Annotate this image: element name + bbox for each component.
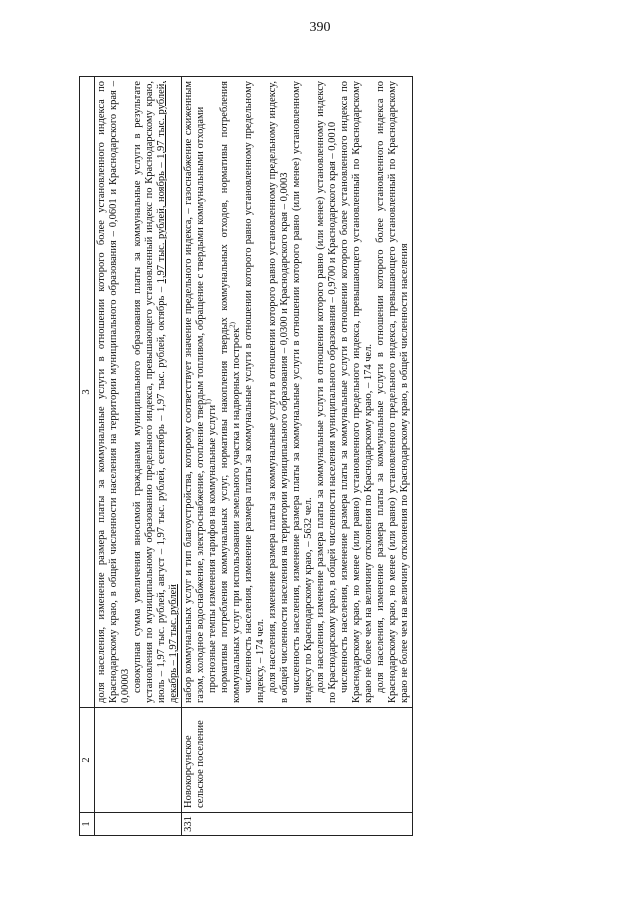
paragraph-text: численность населения, изменение размера платы за коммунальные услуги в отношении которого более установленного индекса по Краснодарскому краю, но менее (или равно) установленного предельного индекса, превышающего установленный по Краснодарскому краю не более чем на величину отклонения по Краснодарскому краю, – 174 чел. — [339, 81, 374, 703]
row-paragraph — [339, 81, 375, 703]
header-col-2: 2 — [80, 708, 95, 813]
row-paragraph — [291, 81, 315, 703]
row-paragraph — [183, 81, 207, 703]
underlined-text: 1,97 тыс. рублей, ноябрь – 1,97 тыс. рублей, декабрь – 1,97 тыс. рублей — [156, 80, 179, 703]
row-paragraph — [204, 81, 219, 703]
header-col-3: 3 — [80, 77, 95, 708]
continuation-number-cell — [95, 813, 182, 836]
footnote-marker: 1) — [204, 399, 213, 405]
paragraph-text: доля населения, изменение размера платы за коммунальные услуги в отношении которого более установленного индекса по Краснодарскому краю, но менее (или равно) установленного предельного индекса, превышающего установленный по Краснодарскому краю не более чем на величину отклонения по Краснодарскому краю, в общей численности населения — [375, 81, 410, 703]
continuation-text: совокупная сумма увеличения вносимой гражданами муниципального образования платы за коммунальные услуги в результате установления по муниципальному образованию предельного индекса, превышающего установленный индекс по Краснодарскому краю, июль – 1,97 тыс. рублей, август – 1,97 тыс. рублей, сентябрь – 1,97 тыс. рублей, октябрь – — [132, 81, 167, 703]
paragraph-text: доля населения, изменение размера платы за коммунальные услуги в отношении которого равно установленному предельному индексу, в общей численности населения на территории муниципального образования – 0,0300 и Краснодарского края – 0,0003 — [267, 81, 290, 703]
row-description — [182, 77, 413, 708]
header-col-1: 1 — [80, 813, 95, 836]
table-container — [79, 76, 581, 836]
row-paragraph — [315, 81, 339, 703]
paragraph-text: доля населения, изменение размера платы за коммунальные услуги в отношении которого равно (или менее) установленному индексу по Краснодарскому краю, в общей численности населения муниципального образования – 0,9700 и Краснодарского края – 0,0010 — [315, 81, 338, 703]
table-header-row — [80, 77, 95, 836]
row-paragraph — [375, 81, 411, 703]
index-table — [79, 76, 413, 836]
continuation-paragraph — [132, 81, 180, 703]
paragraph-text: прогнозные темпы изменения тарифов на коммунальные услуги — [207, 404, 218, 693]
page-number: 390 — [309, 20, 331, 35]
row-paragraph — [243, 81, 267, 703]
paragraph-text: численность населения, изменение размера платы за коммунальные услуги в отношении которого равно (или менее) установленному индексу по Краснодарскому краю, – 5632 чел. — [291, 81, 314, 703]
paragraph-text: набор коммунальных услуг и тип благоустройства, которому соответствует значение предельного индекса, – газоснабжение сжиженным газом, холодное водоснабжение, электроснабжение, отопление твердым топливом, обращение с твердыми коммунальными отходами — [183, 81, 206, 703]
continuation-text-cell — [95, 77, 182, 708]
paragraph-text: нормативы потребления коммунальных услуг, нормативы накопления твердых коммунальных отходов, нормативы потребления коммунальных услуг при использовании земельного участка и надворных построек — [219, 81, 242, 703]
row-number: 331 — [182, 813, 413, 836]
footnote-marker: 2) — [228, 321, 237, 328]
continuation-paragraph: доля населения, изменение размера платы за коммунальные услуги в отношении которого более установленного индекса по Краснодарскому краю, в общей численности населения на территории муниципального образования – 0,0601 и Краснодарского края – 0,00003 — [96, 81, 131, 703]
rotated-table-frame — [79, 76, 581, 836]
continuation-row — [95, 77, 182, 836]
row-paragraph — [267, 81, 291, 703]
continuation-settlement-cell — [95, 708, 182, 813]
settlement-name: Новокорсунское сельское поселение — [182, 708, 413, 813]
table-row — [182, 77, 413, 836]
row-paragraph — [219, 81, 243, 703]
paragraph-text: численность населения, изменение размера платы за коммунальные услуги в отношении которого равно установленному предельному индексу, – 174 чел. — [243, 81, 266, 703]
